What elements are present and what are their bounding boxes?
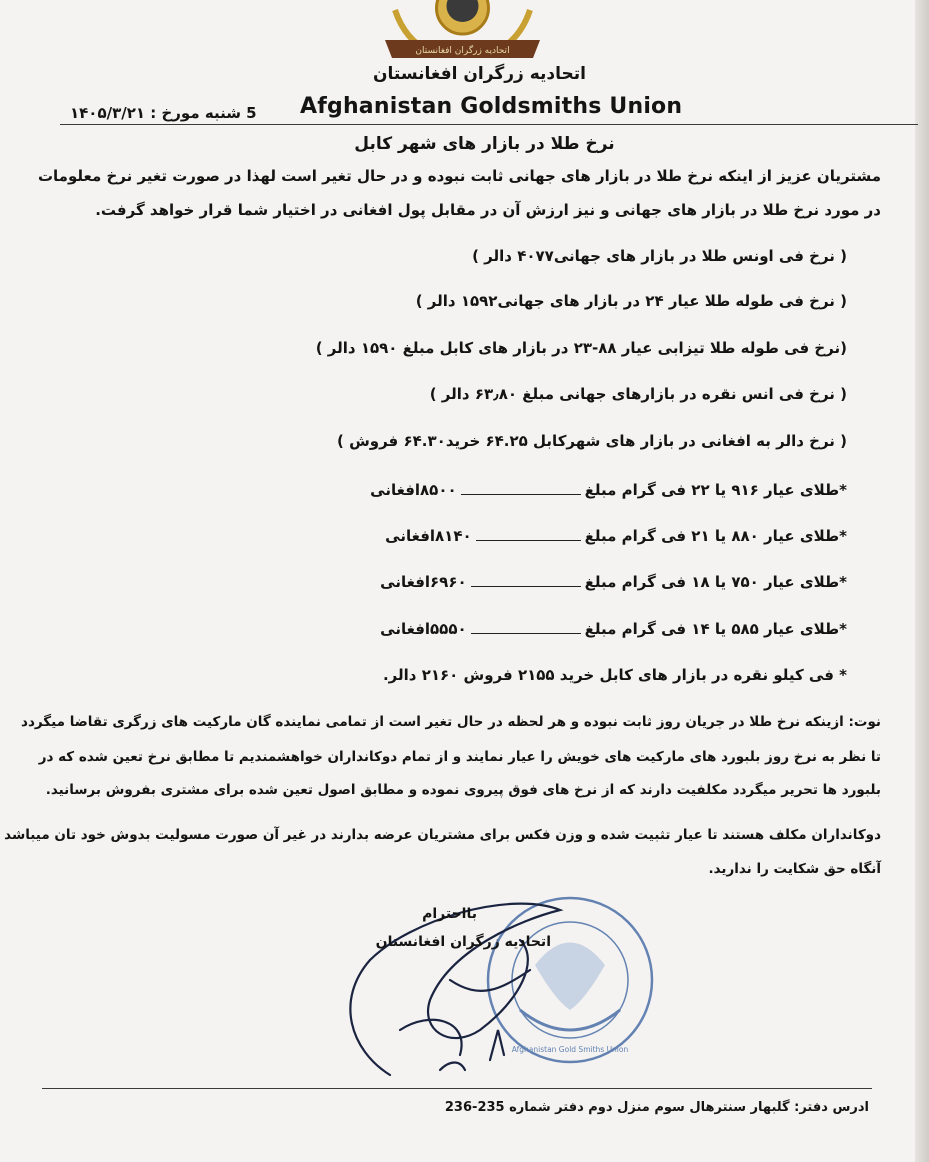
rate-tola-24k-world: ( نرخ فی طوله طلا عیار ۲۴ در بازار های جهانی۱۵۹۲ دالر ) xyxy=(415,292,847,310)
fill-line xyxy=(461,482,581,495)
note-line-2: تا نظر به نرخ روز بلبورد های مارکیت های خویش را عیار نمایند و از تمام دوکانداران خواهشمندیم تا مطابق نرخ تعین شده که در xyxy=(38,749,881,765)
rate-dollar-afghani: ( نرخ دالر به افغانی در بازار های شهرکابل ۶۴.۲۵ خرید۶۴.۳۰ فروش ) xyxy=(337,432,847,450)
fill-line xyxy=(471,621,581,634)
logo-banner-text: اتحادیه زرگران افغانستان xyxy=(415,46,510,56)
signatory-org: اتحادیه زرگران افغانستان xyxy=(375,934,551,950)
karat-14-row xyxy=(380,620,847,638)
karat-22-price: ۸۵۰۰افغانی xyxy=(370,481,457,499)
karat-21-row xyxy=(385,527,847,545)
document-title: نرخ طلا در بازار های شهر کابل xyxy=(354,134,615,154)
silver-kilo-rate: * فی کیلو نقره در بازار های کابل خرید ۲۱۵۵ فروش ۲۱۶۰ دالر. xyxy=(382,666,847,684)
karat-14-price: ۵۵۵۰افغانی xyxy=(380,620,467,638)
karat-18-price: ۶۹۶۰افغانی xyxy=(380,573,467,591)
regards-label: بااحترام xyxy=(422,906,477,922)
karat-21-price: ۸۱۴۰افغانی xyxy=(385,527,472,545)
office-address: ادرس دفتر: گلبهار سنترهال سوم منزل دوم دفتر شماره 235-236 xyxy=(444,1100,869,1115)
karat-21-label: *طلای عیار ۸۸۰ یا ۲۱ فی گرام مبلغ xyxy=(584,527,847,545)
obligation-line-1: دوکانداران مکلف هستند تا عیار تثبیت شده و وزن فکس برای مشتریان عرضه بدارند در غیر آن صورت مسولیت بدوش خود تان میباشد xyxy=(4,827,881,843)
org-name-persian: اتحادیه زرگران افغانستان xyxy=(373,64,586,84)
stamp-and-signature xyxy=(330,880,670,1090)
karat-22-row xyxy=(370,481,847,499)
intro-line-2: در مورد نرخ طلا در بازار های جهانی و نیز ارزش آن در مقابل پول افغانی در اختیار شما قرار خواهد گرفت. xyxy=(95,201,881,219)
note-line-1: نوت: ازینکه نرخ طلا در جریان روز ثابت نبوده و هر لحظه در حال تغیر است از تمامی نماینده گان مارکیت های زرگری تقاضا میگردد xyxy=(21,714,881,730)
fill-line xyxy=(476,528,581,541)
karat-18-label: *طلای عیار ۷۵۰ یا ۱۸ فی گرام مبلغ xyxy=(584,573,847,591)
fill-line xyxy=(471,574,581,587)
karat-14-label: *طلای عیار ۵۸۵ یا ۱۴ فی گرام مبلغ xyxy=(584,620,847,638)
rate-ounce-gold: ( نرخ فی اونس طلا در بازار های جهانی۴۰۷۷ دالر ) xyxy=(472,247,847,265)
footer-divider xyxy=(42,1088,872,1089)
document-date: 5 شنبه مورخ : ۱۴۰۵/۳/۲۱ xyxy=(70,104,257,122)
karat-18-row xyxy=(380,573,847,591)
note-line-3: بلبورد ها تحریر میگردد مکلفیت دارند که از نرخ های فوق پیروی نموده و مطابق اصول تعین شده برای مشتری بفروش برسانید. xyxy=(45,782,881,798)
header-divider xyxy=(60,124,918,125)
union-logo xyxy=(375,0,550,62)
intro-line-1: مشتریان عزیز از اینکه نرخ طلا در بازار های جهانی ثابت نبوده و در حال تغیر است لهذا در صورت تغیر نرخ معلومات xyxy=(37,167,881,185)
rate-tola-kabul: (نرخ فی طوله طلا تیزابی عیار ۸۸-۲۳ در بازار های کابل مبلغ ۱۵۹۰ دالر ) xyxy=(315,339,847,357)
karat-22-label: *طلای عیار ۹۱۶ یا ۲۲ فی گرام مبلغ xyxy=(584,481,847,499)
paper-edge-shadow xyxy=(915,0,929,1162)
stamp-text: Afghanistan Gold Smiths Union xyxy=(511,1045,629,1054)
obligation-line-2: آنگاه حق شکایت را ندارید. xyxy=(708,861,881,877)
org-name-english: Afghanistan Goldsmiths Union xyxy=(300,94,683,119)
rate-silver-ounce: ( نرخ فی انس نقره در بازارهای جهانی مبلغ ۶۳٫۸۰ دالر ) xyxy=(429,385,847,403)
